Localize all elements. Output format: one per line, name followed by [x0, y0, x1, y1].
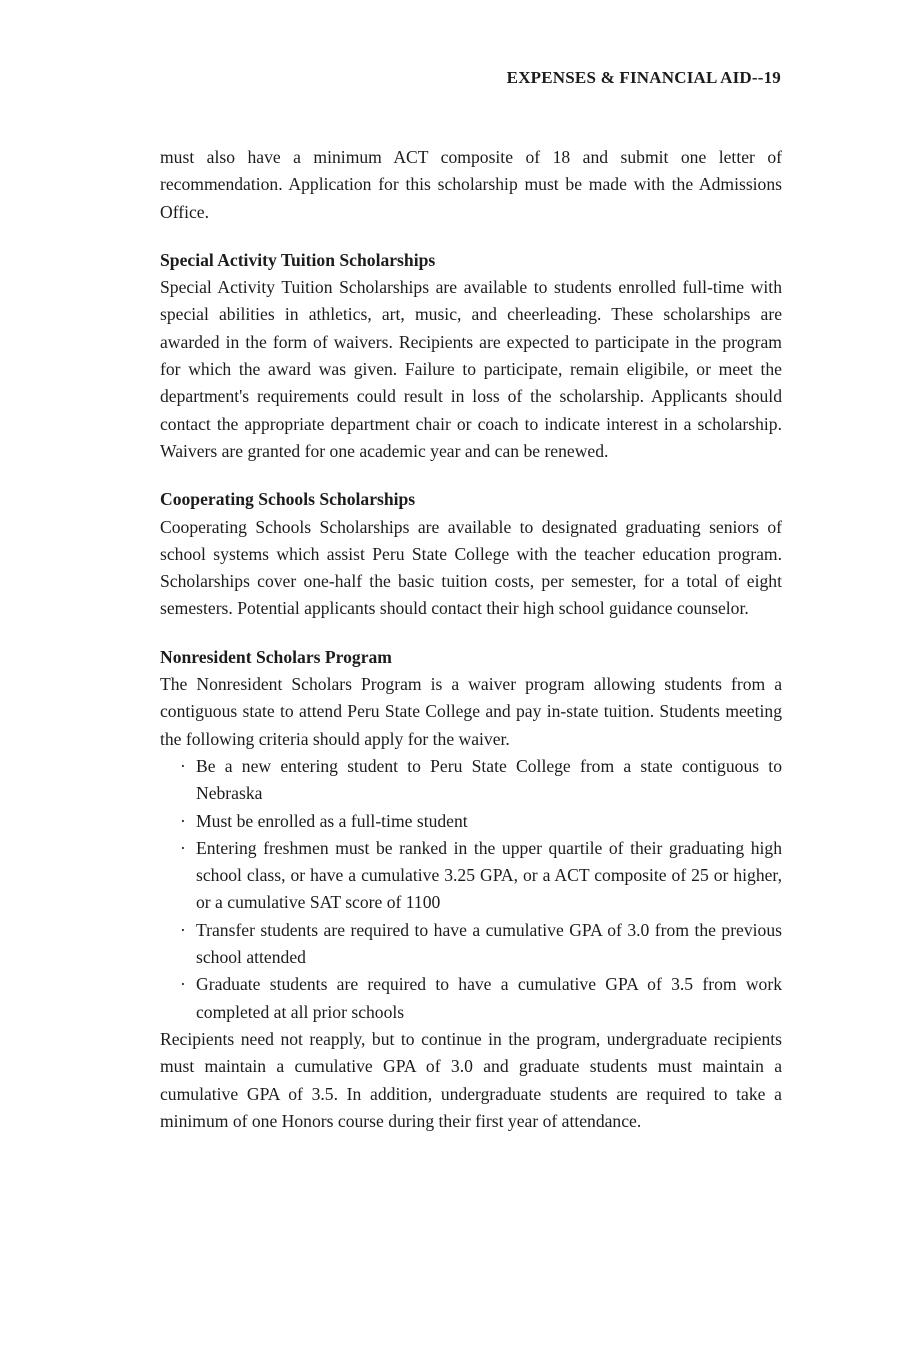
running-head: EXPENSES & FINANCIAL AID--19	[506, 68, 781, 87]
criteria-list	[160, 753, 782, 1026]
section-body-special-activity: Special Activity Tuition Scholarships are available to students enrolled full-time with special abilities in athletics, art, music, and cheerleading. These scholarships are awarded in the form of waivers. Recipients are expected to participate in the program for which the award was given. Failure to participate, remain eligibile, or meet the department's requirements could result in loss of the scholarship. Applicants should contact the appropriate department chair or coach to indicate interest in a scholarship. Waivers are granted for one academic year and can be renewed.	[160, 277, 782, 461]
bullet-icon: ·	[180, 919, 186, 940]
list-item-text: Graduate students are required to have a cumulative GPA of 3.5 from work completed at all prior schools	[196, 974, 782, 1022]
section-heading-cooperating-schools: Cooperating Schools Scholarships	[160, 489, 416, 510]
list-item-text: Must be enrolled as a full-time student	[196, 810, 468, 831]
section-nonresident-scholars	[160, 644, 782, 1135]
bullet-icon: ·	[180, 974, 186, 995]
intro-paragraph: must also have a minimum ACT composite of 18 and submit one letter of recommendation. Application for this scholarship must be made with the Admissions Office.	[160, 147, 782, 222]
list-item-text: Transfer students are required to have a cumulative GPA of 3.0 from the previous school attended	[196, 919, 782, 968]
list-item-text: Be a new entering student to Peru State College from a state contiguous to Nebraska	[196, 755, 782, 804]
section-body-cooperating-schools: Cooperating Schools Scholarships are available to designated graduating seniors of school systems which assist Peru State College with the teacher education program. Scholarships cover one-half the basic tuition costs, per semester, for a total of eight semesters. Potential applicants should contact their high school guidance counselor.	[160, 516, 782, 619]
bullet-icon: ·	[180, 837, 186, 858]
section-heading-special-activity: Special Activity Tuition Scholarships	[160, 249, 436, 270]
section-special-activity	[160, 247, 782, 465]
section-closing-nonresident-scholars: Recipients need not reapply, but to continue in the program, undergraduate recipients must maintain a cumulative GPA of 3.0 and graduate students must maintain a cumulative GPA of 3.5. In addition, undergraduate students are required to take a minimum of one Honors course during their first year of attendance.	[160, 1028, 782, 1131]
bullet-icon: ·	[180, 755, 186, 776]
section-heading-nonresident-scholars: Nonresident Scholars Program	[160, 646, 392, 667]
bullet-icon: ·	[180, 810, 186, 831]
section-cooperating-schools	[160, 486, 782, 622]
page-body	[160, 144, 782, 1135]
list-item-text: Entering freshmen must be ranked in the upper quartile of their graduating high school class, or have a cumulative 3.25 GPA, or a ACT composite of 25 or higher, or a cumulative SAT score of 1100	[196, 837, 782, 913]
list-item	[180, 917, 782, 972]
list-item	[180, 971, 782, 1026]
section-intro-nonresident-scholars: The Nonresident Scholars Program is a waiver program allowing students from a contiguous state to attend Peru State College and pay in-state tuition. Students meeting the following criteria should apply for the waiver.	[160, 674, 782, 749]
list-item	[180, 808, 782, 835]
list-item	[180, 753, 782, 808]
list-item	[180, 835, 782, 917]
